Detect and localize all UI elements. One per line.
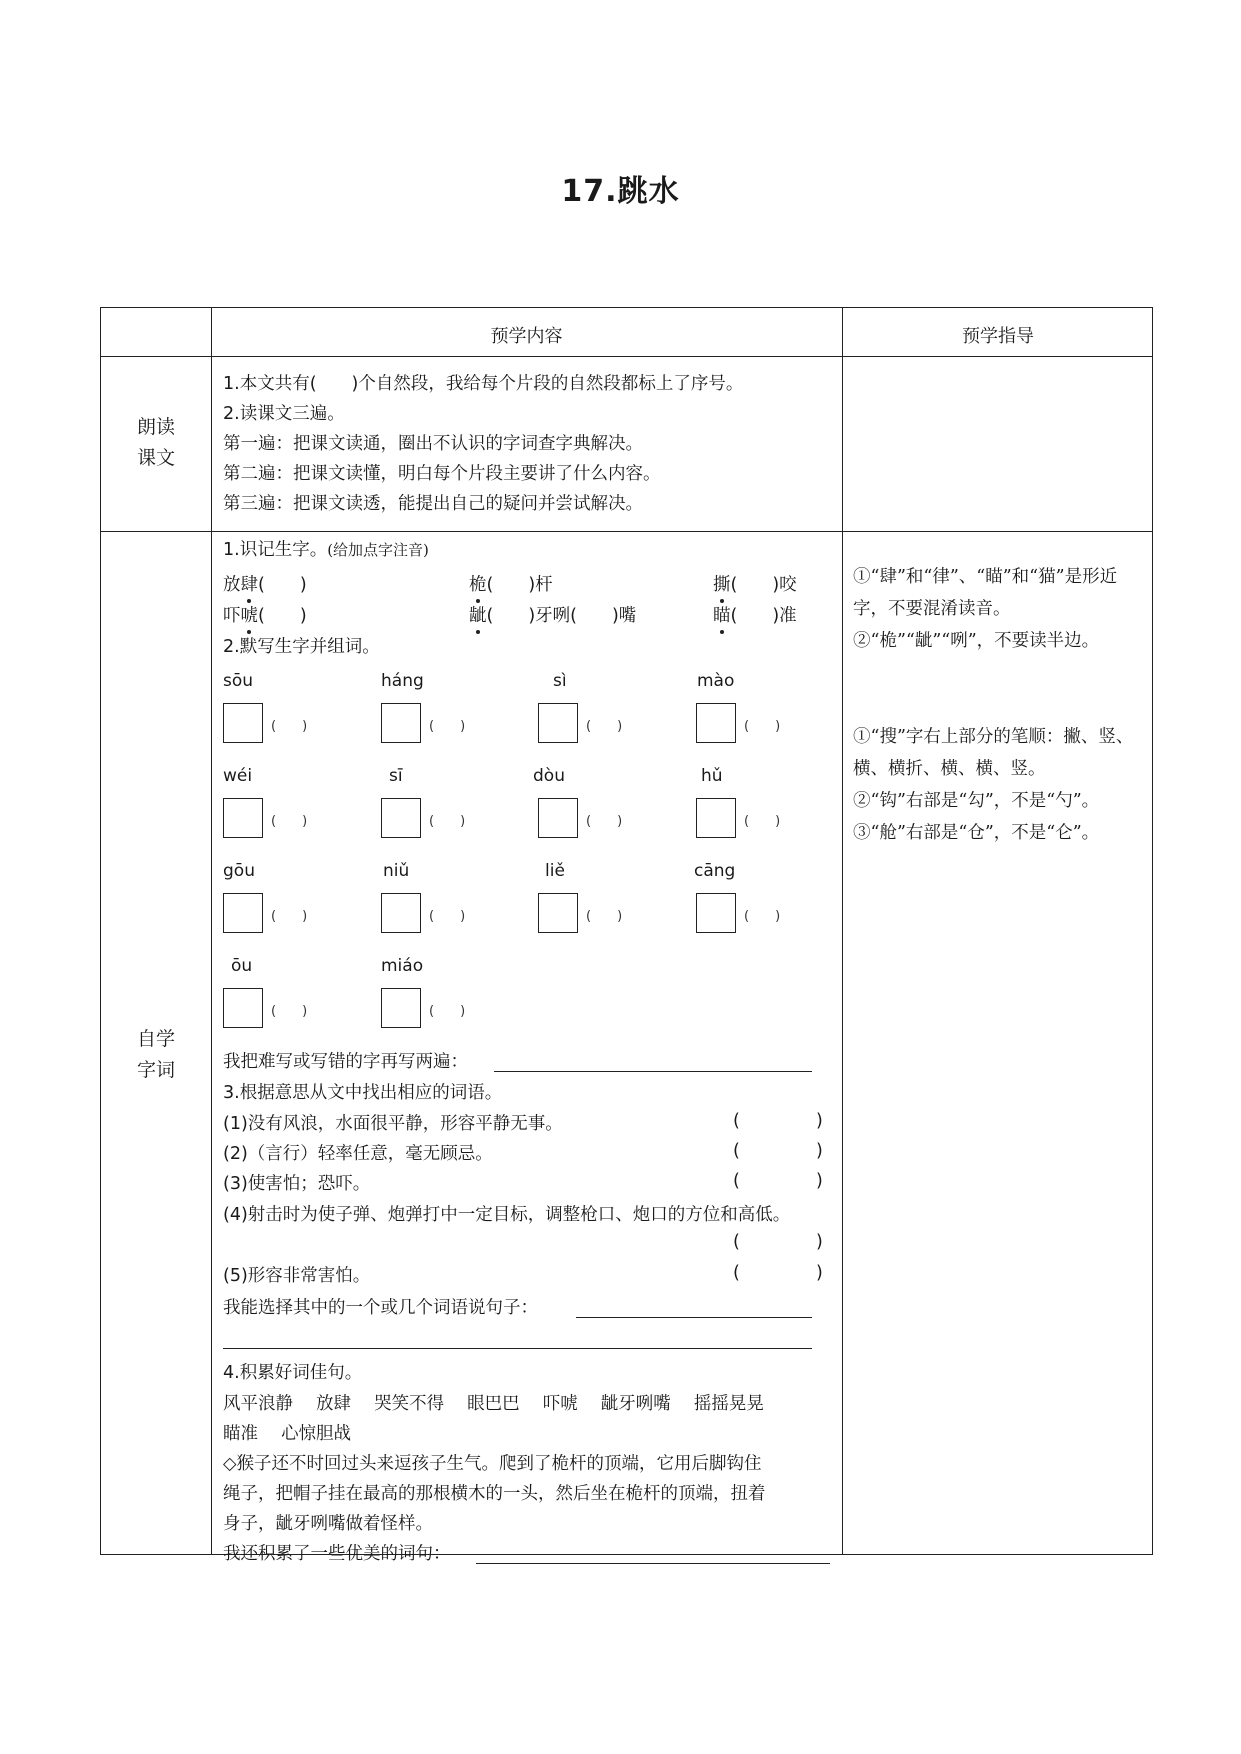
- pinyin-label: niǔ: [383, 861, 410, 881]
- write-box[interactable]: [538, 703, 578, 743]
- preview-table: [100, 307, 1153, 1564]
- column-divider: [842, 308, 843, 1554]
- word-blank: ( ): [429, 1004, 466, 1019]
- write-box[interactable]: [381, 798, 421, 838]
- write-box[interactable]: [538, 893, 578, 933]
- question-1-title: 1.识记生字。(给加点字注音): [223, 540, 429, 560]
- pinyin-label: hǔ: [701, 766, 723, 786]
- write-box[interactable]: [223, 798, 263, 838]
- good-sentence: ◇猴子还不时回过头来逗孩子生气。爬到了桅杆的顶端，它用后脚钩住: [223, 1454, 762, 1474]
- q3-item: (2)（言行）轻率任意，毫无顾忌。: [223, 1144, 493, 1164]
- word-blank: ( ): [429, 719, 466, 734]
- word-blank: ( ): [586, 719, 623, 734]
- column-divider: [211, 308, 212, 1554]
- write-box[interactable]: [381, 703, 421, 743]
- page-title: 17.跳水: [561, 174, 680, 209]
- word-blank: ( ): [744, 814, 781, 829]
- write-box[interactable]: [696, 703, 736, 743]
- answer-open: (: [733, 1141, 740, 1161]
- answer-open: (: [733, 1232, 740, 1252]
- row-label-reading: 朗读 课文: [136, 416, 175, 469]
- pinyin-label: sōu: [223, 671, 254, 691]
- write-box[interactable]: [538, 798, 578, 838]
- row-divider: [101, 531, 1152, 532]
- reading-line: 第二遍：把课文读懂，明白每个片段主要讲了什么内容。: [223, 464, 661, 484]
- row-label-vocab: 自学 字词: [136, 1028, 175, 1081]
- char-item: 吓唬( ): [223, 601, 307, 631]
- pinyin-label: miáo: [381, 956, 424, 976]
- char-item: 撕( )咬: [713, 570, 797, 600]
- guide-note: ①“搜”字右上部分的笔顺：撇、竖、横、横折、横、横、竖。: [853, 727, 1134, 779]
- word-blank: ( ): [271, 719, 308, 734]
- char-item: 放肆( ): [223, 570, 307, 600]
- pinyin-label: dòu: [533, 766, 565, 786]
- reading-line: 第三遍：把课文读透，能提出自己的疑问并尝试解决。: [223, 494, 643, 514]
- write-box[interactable]: [696, 893, 736, 933]
- answer-line[interactable]: [576, 1317, 812, 1318]
- rewrite-prompt: 我把难写或写错的字再写两遍：: [223, 1052, 468, 1072]
- pinyin-label: gōu: [223, 861, 255, 881]
- good-words: 风平浪静 放肆 哭笑不得 眼巴巴 吓唬 龇牙咧嘴 摇摇晃晃: [223, 1394, 764, 1414]
- write-box[interactable]: [223, 988, 263, 1028]
- answer-open: (: [733, 1171, 740, 1191]
- answer-close: ): [816, 1232, 823, 1252]
- good-sentence: 身子，龇牙咧嘴做着怪样。: [223, 1514, 433, 1534]
- q3-item: (3)使害怕；恐吓。: [223, 1174, 371, 1194]
- guide-note: ①“肆”和“律”、“瞄”和“猫”是形近字，不要混淆读音。: [853, 567, 1118, 619]
- word-blank: ( ): [429, 814, 466, 829]
- good-words: 瞄准 心惊胆战: [223, 1424, 352, 1444]
- answer-close: ): [816, 1263, 823, 1283]
- write-box[interactable]: [223, 703, 263, 743]
- header-content: 预学内容: [490, 326, 563, 347]
- answer-close: ): [816, 1111, 823, 1131]
- guide-note: ②“钩”右部是“勾”，不是“勺”。: [853, 791, 1100, 811]
- word-blank: ( ): [744, 909, 781, 924]
- answer-open: (: [733, 1111, 740, 1131]
- word-blank: ( ): [271, 814, 308, 829]
- row-divider: [101, 356, 1152, 357]
- sentence-prompt: 我能选择其中的一个或几个词语说句子：: [223, 1298, 538, 1318]
- pinyin-label: sī: [389, 766, 403, 786]
- pinyin-label: wéi: [223, 766, 253, 786]
- guide-note: ②“桅”“龇”“咧”，不要读半边。: [853, 631, 1100, 651]
- guide-note: ③“舱”右部是“仓”，不是“仑”。: [853, 823, 1100, 843]
- q3-item: (1)没有风浪，水面很平静，形容平静无事。: [223, 1114, 563, 1134]
- answer-close: ): [816, 1141, 823, 1161]
- word-blank: ( ): [744, 719, 781, 734]
- reading-line: 2.读课文三遍。: [223, 404, 345, 424]
- write-box[interactable]: [696, 798, 736, 838]
- write-box[interactable]: [381, 893, 421, 933]
- reading-line: 1.本文共有( )个自然段，我给每个片段的自然段都标上了序号。: [223, 374, 744, 394]
- header-guide: 预学指导: [962, 326, 1034, 347]
- pinyin-label: ōu: [231, 956, 253, 976]
- char-item: 桅( )杆: [469, 570, 553, 600]
- char-item: 龇( )牙咧( )嘴: [469, 601, 636, 631]
- pinyin-label: háng: [381, 671, 424, 691]
- pinyin-label: mào: [697, 671, 735, 691]
- q3-item: (4)射击时为使子弹、炮弹打中一定目标，调整枪口、炮口的方位和高低。: [223, 1205, 791, 1225]
- word-blank: ( ): [586, 814, 623, 829]
- word-blank: ( ): [586, 909, 623, 924]
- pinyin-label: liě: [545, 861, 565, 881]
- word-blank: ( ): [271, 1004, 308, 1019]
- question-3-title: 3.根据意思从文中找出相应的词语。: [223, 1083, 503, 1103]
- good-sentence: 绳子，把帽子挂在最高的那根横木的一头，然后坐在桅杆的顶端，扭着: [223, 1484, 766, 1504]
- word-blank: ( ): [271, 909, 308, 924]
- q3-item: (5)形容非常害怕。: [223, 1266, 371, 1286]
- answer-open: (: [733, 1263, 740, 1283]
- question-2-title: 2.默写生字并组词。: [223, 637, 380, 657]
- write-box[interactable]: [223, 893, 263, 933]
- pinyin-label: cāng: [694, 861, 736, 881]
- answer-line[interactable]: [494, 1071, 812, 1072]
- reading-line: 第一遍：把课文读通，圈出不认识的字词查字典解决。: [223, 434, 643, 454]
- char-item: 瞄( )准: [713, 601, 797, 631]
- answer-close: ): [816, 1171, 823, 1191]
- answer-line[interactable]: [223, 1348, 812, 1349]
- collect-prompt: 我还积累了一些优美的词句：: [223, 1544, 451, 1564]
- pinyin-label: sì: [553, 671, 567, 691]
- question-4-title: 4.积累好词佳句。: [223, 1363, 363, 1383]
- answer-line[interactable]: [476, 1563, 830, 1564]
- write-box[interactable]: [381, 988, 421, 1028]
- word-blank: ( ): [429, 909, 466, 924]
